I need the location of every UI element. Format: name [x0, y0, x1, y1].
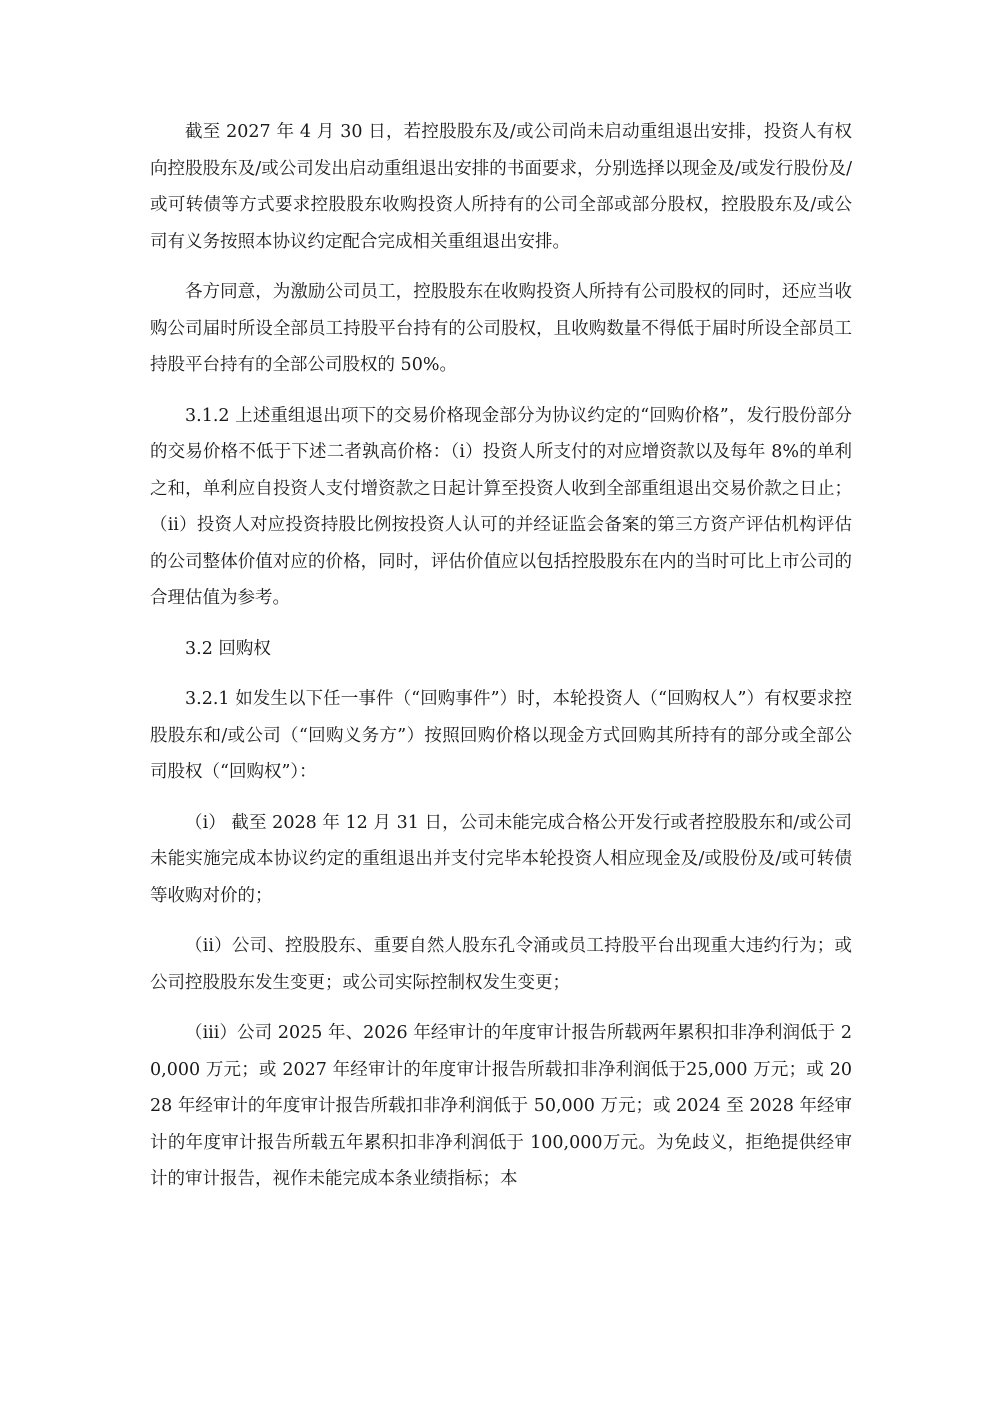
paragraph-3-1-2-transaction-price: 3.1.2 上述重组退出项下的交易价格现金部分为协议约定的“回购价格”，发行股份部分的交易价格不低于下述二者孰高价格：（i）投资人所支付的对应增资款以及每年 8%的单利之和，单利应自投资人支付增资款之日起计算至投资人收到全部重组退出交易价款之日止；（ii）投资人对应投资持股比例按投资人认可的并经证监会备案的第三方资产评估机构评估的公司整体价值对应的价格，同时，评估价值应以包括控股股东在内的当时可比上市公司的合理估值为参考。: [150, 405, 852, 608]
list-item-i: （i） 截至 2028 年 12 月 31 日，公司未能完成合格公开发行或者控股股东和/或公司未能实施完成本协议约定的重组退出并支付完毕本轮投资人相应现金及/或股份及/或可转债等收购对价的；: [150, 812, 852, 906]
section-heading-3-2: 3.2 回购权: [185, 638, 271, 659]
paragraph-employee-incentive: 各方同意，为激励公司员工，控股股东在收购投资人所持有公司股权的同时，还应当收购公司届时所设全部员工持股平台持有的公司股权，且收购数量不得低于届时所设全部员工持股平台持有的全部公司股权的 50%。: [150, 282, 852, 375]
list-item-ii: （ii）公司、控股股东、重要自然人股东孔令涌或员工持股平台出现重大违约行为；或公司控股股东发生变更；或公司实际控制权发生变更；: [150, 936, 852, 993]
paragraph-3-2-1-redemption-events: 3.2.1 如发生以下任一事件（“回购事件”）时，本轮投资人（“回购权人”）有权要求控股股东和/或公司（“回购义务方”）按照回购价格以现金方式回购其所持有的部分或全部公司股权（“回购权”）：: [150, 689, 852, 782]
document-body: [150, 114, 852, 1212]
list-item-iii: （iii）公司 2025 年、2026 年经审计的年度审计报告所载两年累积扣非净利润低于 20,000 万元；或 2027 年经审计的年度审计报告所载扣非净利润低于25,000 万元；或 2028 年经审计的年度审计报告所载扣非净利润低于 50,000 万元；或 2024 至 2028 年经审计的年度审计报告所载五年累积扣非净利润低于 100,000万元。为免歧义，拒绝提供经审计的审计报告，视作未能完成本条业绩指标；本: [150, 1023, 852, 1189]
paragraph-restructuring-deadline: 截至 2027 年 4 月 30 日，若控股股东及/或公司尚未启动重组退出安排，投资人有权向控股股东及/或公司发出启动重组退出安排的书面要求，分别选择以现金及/或发行股份及/或可转债等方式要求控股股东收购投资人所持有的公司全部或部分股权，控股股东及/或公司有义务按照本协议约定配合完成相关重组退出安排。: [150, 122, 852, 252]
